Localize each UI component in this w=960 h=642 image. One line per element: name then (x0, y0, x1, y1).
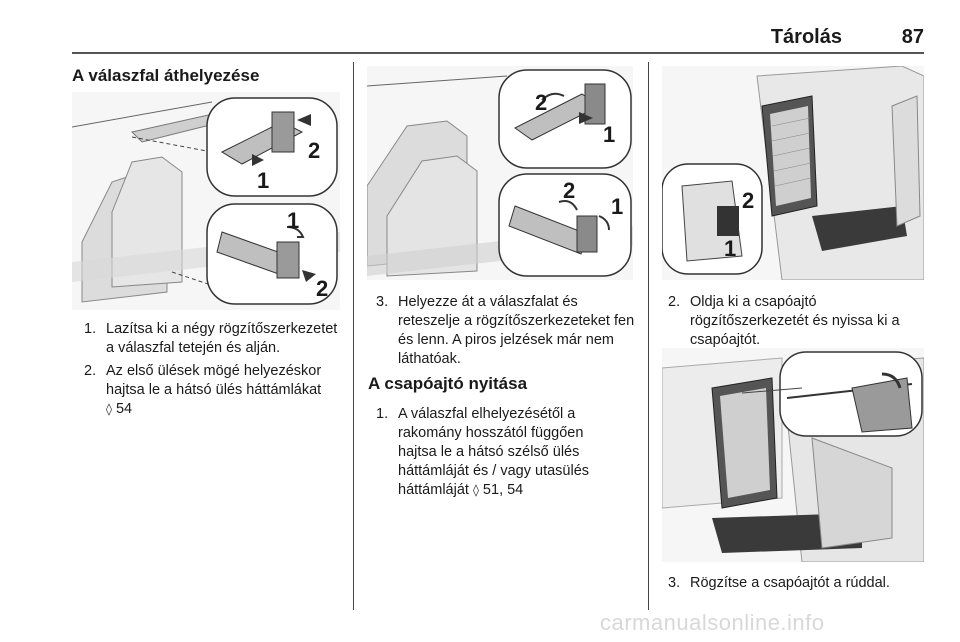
list-item (376, 405, 616, 500)
step-text: Az első ülések mögé helyezéskor hajtsa le a hátsó ülés háttámlákat (106, 363, 322, 398)
list-item (84, 320, 346, 358)
step-list (376, 405, 616, 504)
list-item (668, 293, 928, 350)
list-item (376, 293, 638, 369)
callout-label: 1 (603, 122, 616, 147)
page-ref-icon[interactable]: ◊ (472, 483, 479, 497)
list-item (84, 362, 346, 419)
step-number: 1. (376, 406, 389, 422)
page-ref-link[interactable]: 54 (111, 401, 133, 417)
page-number: 87 (901, 26, 924, 48)
step-number: 1. (84, 321, 97, 337)
step-list (668, 293, 928, 354)
step-text: Lazítsa ki a négy rögzítőszerkezetet a válaszfal tetején és alján. (106, 321, 338, 356)
callout-label: 2 (535, 90, 548, 115)
step-text: Oldja ki a csapóajtó rögzítőszerkezetét és nyissa ki a csapóajtót. (690, 294, 900, 348)
section-title: Tárolás (770, 26, 842, 48)
flap-release-figure (662, 66, 924, 280)
callout-label: 2 (563, 178, 576, 203)
page-header (72, 26, 924, 54)
column-divider (353, 62, 354, 610)
step-list (84, 320, 346, 423)
callout-label: 2 (316, 276, 329, 301)
callout-label: 2 (308, 138, 321, 163)
step-number: 3. (668, 575, 681, 591)
step-number: 3. (376, 294, 389, 310)
watermark: carmanualsonline.info (600, 610, 825, 635)
page-ref-icon[interactable]: ◊ (106, 402, 112, 416)
step-list (376, 293, 638, 373)
step-number: 2. (668, 294, 681, 310)
page-ref-link[interactable]: 51, 54 (478, 482, 524, 498)
step-list (668, 574, 928, 597)
step-number: 2. (84, 363, 97, 379)
step-text: Rögzítse a csapóajtót a rúddal. (690, 575, 890, 591)
callout-label: 2 (742, 188, 755, 213)
callout-label: 1 (257, 168, 270, 193)
step-text: Helyezze át a válaszfalat és reteszelje a rögzítőszerkezeteket fen és lenn. A piros jelzések már nem láthatóak. (398, 294, 635, 367)
list-item (668, 574, 928, 593)
step-text: A válaszfal elhelyezésétől a rakomány hosszától függően hajtsa le a hátsó szélső ülés háttámláját és / vagy utasülés háttámláját (398, 406, 590, 498)
callout-label: 1 (611, 194, 624, 219)
callout-label: 1 (724, 236, 737, 261)
section-heading: A csapóajtó nyitása (368, 374, 528, 393)
column-divider (648, 62, 649, 610)
section-heading: A válaszfal áthelyezése (72, 66, 260, 85)
partition-lock-figure (367, 66, 633, 280)
partition-figure (72, 92, 340, 310)
flap-open-figure (662, 348, 924, 562)
callout-label: 1 (287, 208, 300, 233)
